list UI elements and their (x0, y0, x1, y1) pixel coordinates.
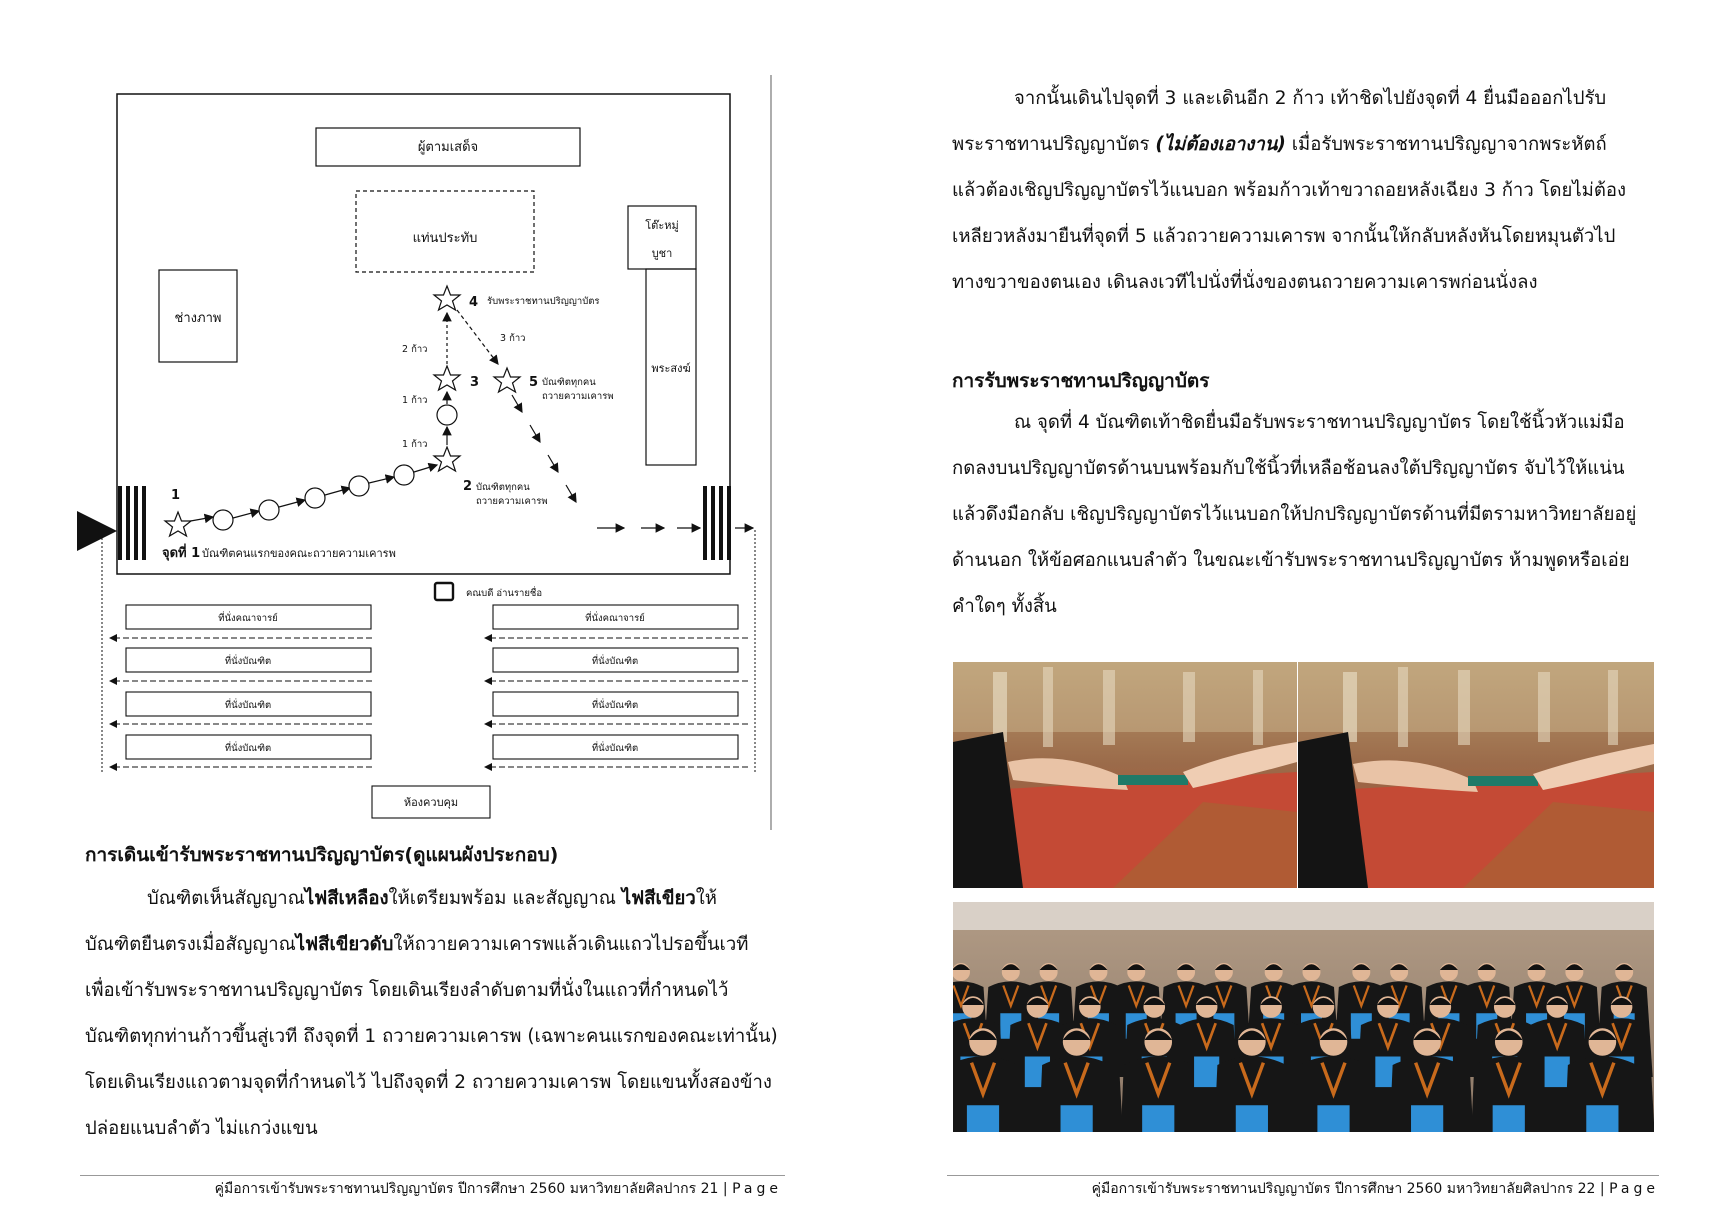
section-heading-walking: การเดินเข้ารับพระราชทานปริญญาบัตร(ดูแผนผังประกอบ) (85, 844, 559, 866)
paragraph-line: กดลงบนปริญญาบัตรด้านบนพร้อมกับใช้นิ้วที่เหลือช้อนลงใต้ปริญญาบัตร จับไว้ให้แน่น (952, 458, 1625, 479)
degree-folder (1061, 1105, 1093, 1132)
paragraph-line: เหลียวหลังมายืนที่จุดที่ 5 แล้วถวายความเคารพ จากนั้นให้กลับหลังหันโดยหมุนตัวไป (952, 226, 1616, 247)
degree-folder (1411, 1105, 1443, 1132)
point-5-line1: บัณฑิตทุกคน (542, 377, 596, 388)
footer-text: คู่มือการเข้ารับพระราชทานปริญญาบัตร ปีการศึกษา 2560 มหาวิทยาลัยศิลปากร (1091, 1181, 1574, 1197)
footer-page-word: Page (1609, 1181, 1659, 1197)
footer-divider (947, 1175, 1659, 1176)
footer-page-number: 22 (1577, 1181, 1596, 1197)
throne-label: แท่นประทับ (412, 231, 478, 246)
walking-path (185, 465, 437, 530)
svg-text:ที่นั่งบัณฑิต: ที่นั่งบัณฑิต (224, 743, 272, 754)
left-page (0, 0, 862, 1224)
paragraph-line: บัณฑิตเห็นสัญญาณไฟสีเหลืองให้เตรียมพร้อม และสัญญาณ ไฟสีเขียวให้ (147, 888, 717, 909)
svg-text:ที่นั่งคณาจารย์: ที่นั่งคณาจารย์ (218, 613, 278, 624)
altar-label-2: บูชา (651, 247, 673, 260)
left-seating-block (110, 605, 372, 767)
star-icon (494, 368, 520, 392)
point-4-desc: รับพระราชทานปริญญาบัตร (487, 296, 600, 307)
svg-text:ที่นั่งคณาจารย์: ที่นั่งคณาจารย์ (585, 613, 645, 624)
star-icon (165, 512, 191, 536)
receiving-degree-paragraph (952, 400, 1636, 630)
altar-label: โต๊ะหมู่ (645, 219, 679, 232)
handover-photo-left (953, 662, 1297, 888)
photo-degree-handover (953, 662, 1654, 888)
degree-folder (1493, 1105, 1525, 1132)
paragraph-line: จากนั้นเดินไปจุดที่ 3 และเดินอีก 2 ก้าว เท้าชิดไปยังจุดที่ 4 ยื่นมือออกไปรับ (1014, 88, 1607, 109)
photographer-label: ช่างภาพ (174, 311, 222, 326)
watcher-label: ผู้ตามเสด็จ (417, 140, 479, 155)
degree-folder (1142, 1105, 1174, 1132)
degree-folder (1317, 1105, 1349, 1132)
page-footer (1092, 1178, 1659, 1200)
svg-text:ที่นั่งบัณฑิต: ที่นั่งบัณฑิต (591, 656, 639, 667)
paragraph-line: โดยเดินเรียงแถวตามจุดที่กำหนดไว้ ไปถึงจุดที่ 2 ถวายความเคารพ โดยแขนทั้งสองข้าง (85, 1072, 772, 1093)
degree-folder (1236, 1105, 1268, 1132)
paragraph-line: แล้วดึงมือกลับ เชิญปริญญาบัตรไว้แนบอกให้ปกปริญญาบัตรด้านที่มีตรามหาวิทยาลัยอยู่ (952, 504, 1637, 525)
right-seating-block (485, 605, 748, 767)
paragraph-line: คำใดๆ ทั้งสิ้น (952, 596, 1057, 617)
step-label: 2 ก้าว (402, 344, 428, 355)
star-icon (434, 286, 460, 310)
paragraph-line: แล้วต้องเชิญปริญญาบัตรไว้แนบอก พร้อมก้าวเท้าขวาถอยหลังเฉียง 3 ก้าว โดยไม่ต้อง (952, 180, 1627, 201)
paragraph-line: ด้านนอก ให้ข้อศอกแนบลำตัว ในขณะเข้ารับพระราชทานปริญญาบัตร ห้ามพูดหรือเอ่ย (952, 550, 1630, 571)
point-1-label: จุดที่ 1 (162, 546, 201, 561)
point-5-line2: ถวายความเคารพ (542, 391, 614, 402)
step-label: 3 ก้าว (500, 333, 526, 344)
footer-page-number: 21 (700, 1181, 719, 1197)
footer-page-word: Page (732, 1181, 782, 1197)
point-2-line1: บัณฑิตทุกคน (476, 482, 530, 493)
monks-label: พระสงฆ์ (651, 362, 691, 375)
degree-folder (967, 1105, 999, 1132)
svg-text:ที่นั่งบัณฑิต: ที่นั่งบัณฑิต (591, 743, 639, 754)
point-3-number: 3 (470, 375, 480, 390)
footer-separator: | (1595, 1181, 1610, 1197)
receiving-steps-paragraph (952, 76, 1626, 306)
step-label: 1 ก้าว (402, 439, 428, 450)
section-heading-receiving: การรับพระราชทานปริญญาบัตร (952, 370, 1210, 392)
point-2-number: 2 (463, 479, 473, 494)
reader-box (435, 583, 453, 600)
paragraph-line: พระราชทานปริญญาบัตร (ไม่ต้องเอางาน) เมื่อรับพระราชทานปริญญาจากพระหัตถ์ (952, 134, 1607, 155)
right-page (862, 0, 1725, 1224)
page-footer (215, 1178, 782, 1200)
footer-separator: | (718, 1181, 733, 1197)
paragraph-line: บัณฑิตทุกท่านก้าวขึ้นสู่เวที ถึงจุดที่ 1 ถวายความเคารพ (เฉพาะคนแรกของคณะเท่านั้น) (85, 1026, 778, 1047)
point-1-number: 1 (171, 488, 181, 503)
point-2-line2: ถวายความเคารพ (476, 496, 548, 507)
right-stairs (703, 486, 731, 560)
degree-folder (1194, 1057, 1219, 1088)
graduation-floor-plan-diagram (0, 0, 862, 830)
paragraph-line: ปล่อยแนบลำตัว ไม่แกว่งแขน (85, 1118, 318, 1139)
svg-text:ที่นั่งบัณฑิต: ที่นั่งบัณฑิต (591, 700, 639, 711)
degree-folder (1545, 1057, 1570, 1088)
left-stairs (118, 486, 146, 560)
paragraph-line: ณ จุดที่ 4 บัณฑิตเท้าชิดยื่นมือรับพระราชทานปริญญาบัตร โดยใช้นิ้วหัวแม่มือ (1014, 412, 1625, 433)
footer-text: คู่มือการเข้ารับพระราชทานปริญญาบัตร ปีการศึกษา 2560 มหาวิทยาลัยศิลปากร (214, 1181, 697, 1197)
paragraph-line: บัณฑิตยืนตรงเมื่อสัญญาณไฟสีเขียวดับให้ถวายความเคารพแล้วเดินแถวไปรอขึ้นเวที (85, 934, 749, 955)
walking-instructions-paragraph (85, 876, 778, 1152)
star-icon (434, 447, 460, 471)
footer-divider (80, 1175, 785, 1176)
paragraph-line: เพื่อเข้ารับพระราชทานปริญญาบัตร โดยเดินเรียงลำดับตามที่นั่งในแถวที่กำหนดไว้ (85, 980, 729, 1001)
paragraph-line: ทางขวาของตนเอง เดินลงเวทีไปนั่งที่นั่งของตนถวายความเคารพก่อนนั่งลง (952, 272, 1538, 293)
svg-text:ที่นั่งบัณฑิต: ที่นั่งบัณฑิต (224, 700, 272, 711)
point-4-number: 4 (469, 295, 479, 310)
step-label: 1 ก้าว (402, 395, 428, 406)
handover-photo-right (1298, 662, 1654, 888)
control-room-label: ห้องควบคุม (403, 796, 459, 809)
photo-graduates-standing (953, 902, 1654, 1132)
svg-text:ที่นั่งบัณฑิต: ที่นั่งบัณฑิต (224, 656, 272, 667)
degree-folder (1586, 1105, 1618, 1132)
point-1-desc: บัณฑิตคนแรกของคณะถวายความเคารพ (202, 547, 396, 560)
reader-label: คณบดี อ่านรายชื่อ (466, 588, 543, 599)
graduates-crowd (953, 963, 1654, 1132)
point-5-number: 5 (529, 375, 539, 390)
star-icon (434, 366, 460, 390)
